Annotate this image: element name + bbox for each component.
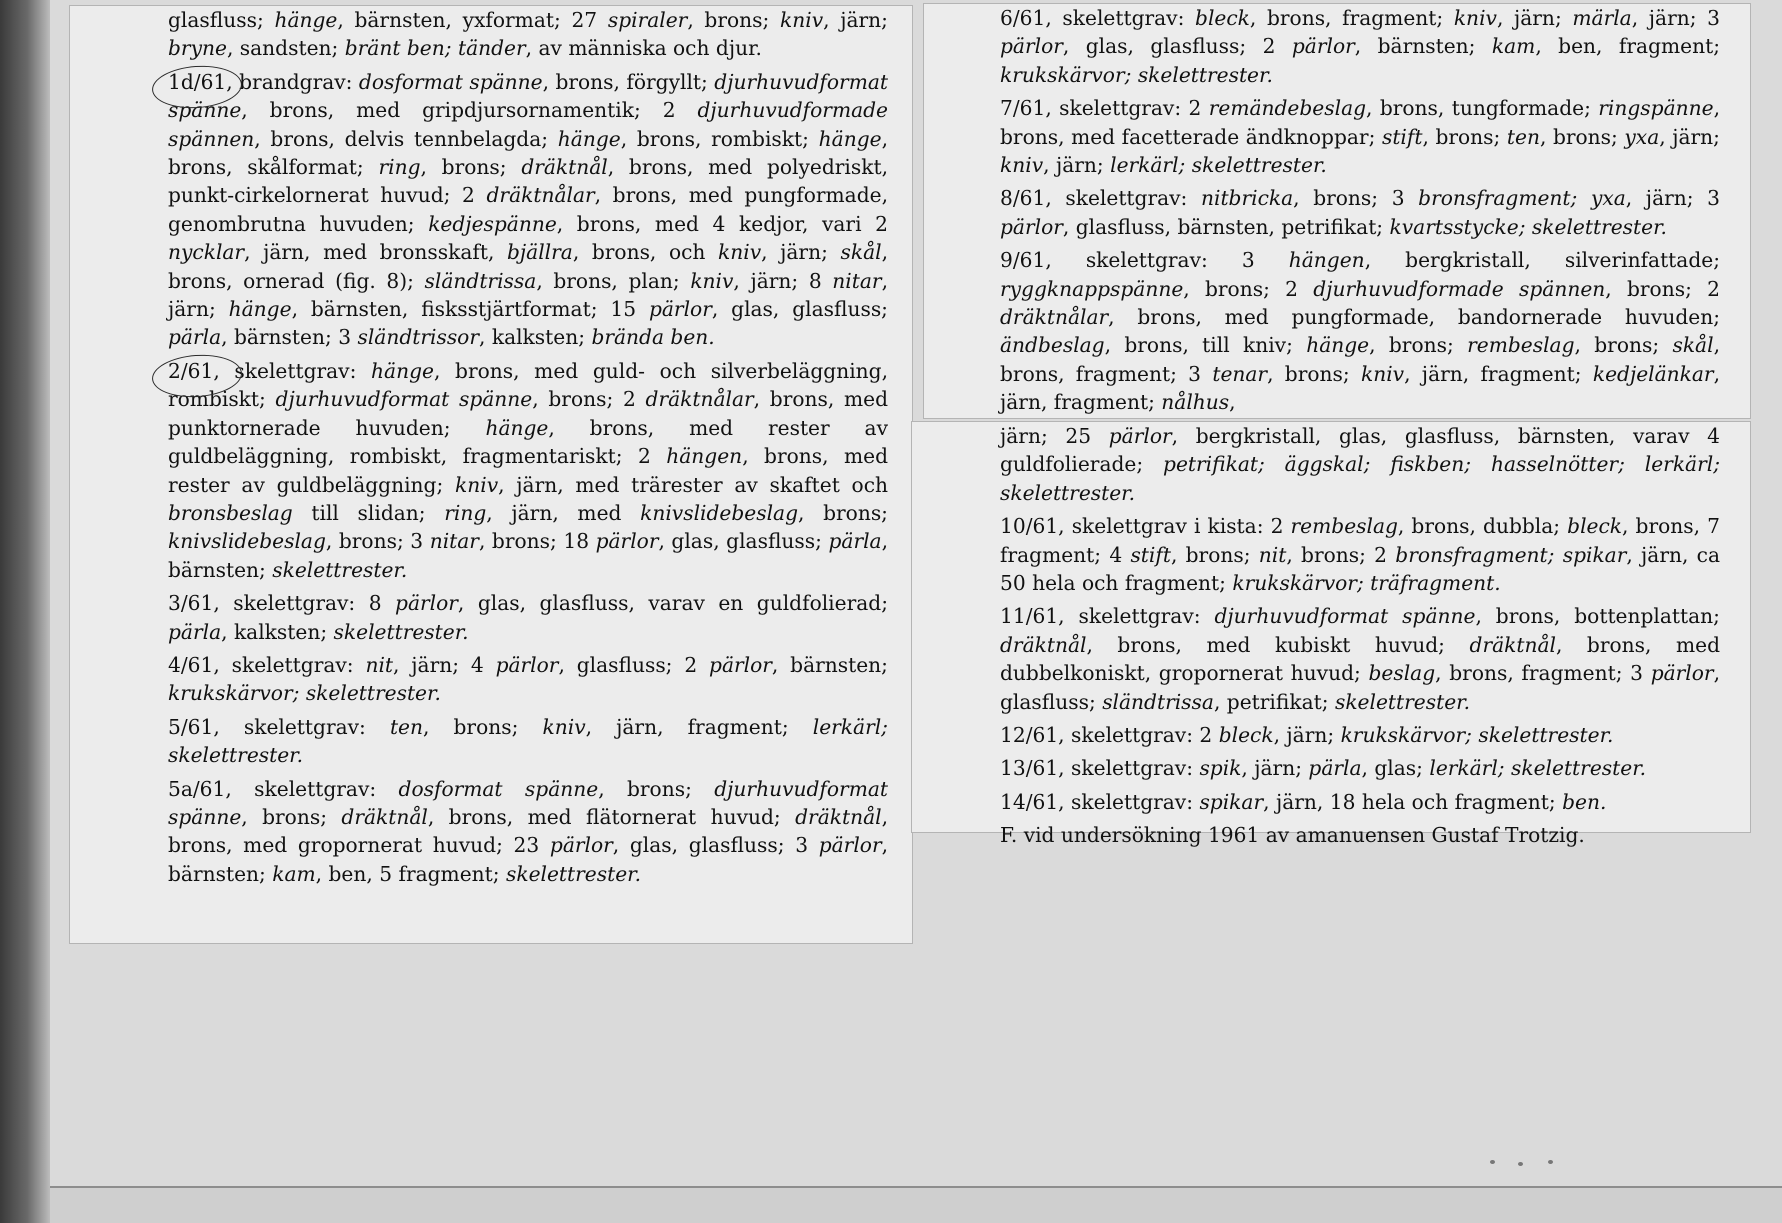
- catalogue-entry-9-61-cont: [1000, 422, 1720, 507]
- artifact-term: bronsbeslag: [168, 500, 293, 525]
- artifact-term: pärlor: [1291, 34, 1355, 59]
- entry-text: , brons, fragment;: [1249, 6, 1454, 30]
- artifact-term: kedjespänne: [428, 211, 557, 236]
- entry-text: , brons;: [423, 714, 543, 739]
- entry-text: skelettgrav:: [1064, 756, 1200, 781]
- artifact-term: rembeslag: [1467, 333, 1575, 358]
- artifact-term: dräktnål: [795, 804, 882, 829]
- entry-text: , bärnsten;: [771, 652, 888, 677]
- artifact-term: kniv: [542, 714, 586, 739]
- entry-text: , brons, med punktornerade huvuden;: [168, 387, 889, 440]
- catalogue-entry-footer: [1000, 821, 1720, 849]
- artifact-term: bleck: [1218, 723, 1274, 748]
- entry-text: järn; 25: [1000, 424, 1109, 448]
- entry-text: , brons, delvis tennbelagda;: [254, 126, 558, 151]
- grave-number: 6/61,: [1000, 6, 1052, 30]
- entry-text: , järn;: [1273, 723, 1341, 748]
- entry-text: , brons, med rester av guldbeläggning;: [168, 444, 888, 497]
- artifact-term: skelettrester.: [333, 619, 469, 644]
- catalogue-entry-cont-0: [168, 6, 888, 63]
- artifact-term: dräktnål: [521, 155, 608, 180]
- text-column-right-top: [1000, 4, 1720, 417]
- entry-text: glasfluss;: [168, 8, 275, 32]
- entry-text: , järn, med bronsskaft,: [244, 240, 507, 265]
- artifact-term: nit: [365, 652, 394, 677]
- artifact-term: petrifikat; äggskal; fiskben; hasselnötter; lerkärl; skelettrester.: [1000, 452, 1720, 505]
- catalogue-entry-13-61: [1000, 754, 1720, 782]
- entry-text: , brons; 2: [1605, 276, 1720, 301]
- entry-text: , brons, skålformat;: [168, 126, 888, 180]
- artifact-term: brända ben.: [591, 325, 715, 350]
- artifact-term: kvartsstycke; skelettrester.: [1389, 214, 1667, 239]
- artifact-term: djurhuvudformade spännen: [168, 98, 888, 151]
- entry-text: , glas, glasfluss;: [711, 297, 888, 322]
- artifact-term: bränt ben; tänder: [344, 36, 526, 61]
- entry-text: , brons; 2: [1183, 276, 1314, 301]
- entry-text: , järn, 18 hela och fragment;: [1263, 789, 1563, 814]
- artifact-term: dräktnålar: [1000, 305, 1109, 330]
- artifact-term: ring: [378, 155, 421, 180]
- entry-text: , järn; 4: [393, 652, 496, 677]
- grave-number: 4/61,: [168, 652, 220, 677]
- artifact-term: sländtrissa: [1102, 689, 1214, 714]
- artifact-term: pärlor: [818, 833, 882, 858]
- artifact-term: pärlor: [549, 833, 613, 858]
- entry-text: , petrifikat;: [1213, 689, 1335, 714]
- entry-text: , brons, med pungformade, genombrutna huvuden;: [168, 183, 888, 236]
- artifact-term: remändebeslag: [1208, 96, 1367, 121]
- artifact-term: tenar: [1212, 361, 1268, 386]
- entry-text: skelettgrav:: [1064, 789, 1200, 814]
- entry-text: , brons; 2: [1286, 542, 1396, 567]
- entry-text: , bärnsten, fisksstjärtformat; 15: [291, 297, 649, 322]
- artifact-term: nitbricka: [1200, 186, 1294, 211]
- entry-text: , järn, med: [486, 500, 641, 525]
- entry-text: , järn, fragment;: [585, 714, 813, 739]
- artifact-term: beslag: [1368, 661, 1436, 686]
- catalogue-entry-8-61: [1000, 184, 1720, 241]
- artifact-term: nycklar: [168, 240, 245, 265]
- grave-number: 5a/61,: [168, 776, 232, 801]
- text-column-left: [168, 6, 888, 888]
- catalogue-entry-14-61: [1000, 788, 1720, 816]
- artifact-term: rembeslag: [1290, 514, 1398, 539]
- entry-text: , järn; 3: [1625, 186, 1721, 211]
- grave-number: 5/61,: [168, 714, 220, 739]
- entry-text: , brons, med kubiskt huvud;: [1086, 632, 1470, 657]
- artifact-term: stift: [1130, 542, 1171, 567]
- artifact-term: ändbeslag: [1000, 333, 1105, 358]
- entry-text: , brons;: [1170, 542, 1259, 567]
- artifact-term: pärla: [168, 325, 222, 350]
- artifact-term: dräktnål: [1469, 632, 1556, 657]
- entry-text: , bärnsten; 3: [221, 325, 358, 350]
- catalogue-entry-11-61: [1000, 602, 1720, 716]
- entry-text: , brons, med flätornerat huvud;: [427, 804, 796, 829]
- entry-text: skelettgrav:: [1051, 6, 1196, 30]
- entry-text: , järn, med trärester av skaftet och: [498, 472, 889, 497]
- entry-text: , kalksten;: [479, 325, 592, 350]
- artifact-term: hänge: [557, 126, 621, 151]
- grave-number: 1d/61,: [168, 69, 233, 94]
- artifact-term: ryggknappspänne: [1000, 276, 1184, 301]
- entry-text: skelettgrav: 2: [1051, 96, 1209, 121]
- entry-text: , brons, med dubbelkoniskt, gropornerat huvud;: [1000, 632, 1720, 686]
- entry-text: , järn, ca 50 hela och fragment;: [1000, 542, 1721, 596]
- catalogue-entry-6-61: [1000, 4, 1720, 89]
- clipping-right-top: [924, 4, 1750, 418]
- catalogue-entry-4-61: [168, 651, 888, 708]
- artifact-term: pärlor: [1000, 214, 1063, 239]
- text-column-right-bottom: [1000, 422, 1720, 850]
- stray-mark: [1548, 1160, 1553, 1164]
- artifact-term: hängen: [666, 444, 743, 469]
- artifact-term: djurhuvudformat spänne: [168, 69, 888, 123]
- entry-text: , järn, fragment;: [1000, 361, 1720, 415]
- clipping-left: [70, 6, 912, 943]
- artifact-term: hängen: [1288, 248, 1365, 273]
- entry-text: , brons;: [1369, 333, 1468, 358]
- entry-text: , järn;: [168, 268, 888, 322]
- entry-text: , brons, tungformade;: [1366, 96, 1599, 121]
- artifact-term: skelettrester.: [505, 861, 642, 886]
- entry-text: skelettgrav:: [1064, 604, 1215, 629]
- entry-text: , ben, fragment;: [1535, 34, 1720, 59]
- entry-text: , brons, fragment; 3: [1000, 333, 1720, 386]
- catalogue-entry-1d-61: [168, 68, 888, 352]
- grave-number: 7/61,: [1000, 96, 1052, 121]
- artifact-term: pärlor: [495, 652, 559, 677]
- artifact-term: krukskärvor; skelettrester.: [1000, 62, 1273, 87]
- artifact-term: hänge: [228, 297, 292, 322]
- grave-number: 14/61,: [1000, 789, 1065, 814]
- entry-text: till slidan;: [292, 500, 445, 525]
- scan-edge: [0, 0, 50, 1223]
- entry-text: skelettgrav: 8: [219, 591, 396, 616]
- artifact-term: pärla: [1308, 756, 1362, 781]
- entry-text: skelettgrav:: [1051, 186, 1201, 211]
- artifact-term: krukskärvor; skelettrester.: [1340, 723, 1614, 748]
- entry-text: , brons, med 4 kedjor, vari 2: [556, 211, 888, 236]
- entry-text: skelettgrav:: [219, 714, 390, 739]
- entry-text: , brons, med rester av guldbeläggning, rombiskt, fragmentariskt; 2: [168, 415, 888, 469]
- entry-text: , brons, till kniv;: [1104, 333, 1307, 358]
- artifact-term: pärlor: [709, 652, 772, 677]
- entry-text: skelettgrav:: [219, 652, 366, 677]
- stray-mark: [1518, 1162, 1523, 1166]
- artifact-term: krukskärvor; skelettrester.: [168, 681, 441, 706]
- entry-text: , brons, 7 fragment; 4: [1000, 514, 1720, 567]
- entry-text: , glas, glasfluss; 3: [612, 833, 819, 858]
- artifact-term: hänge: [818, 126, 882, 151]
- catalogue-entry-9-61: [1000, 246, 1720, 416]
- entry-text: skelettgrav:: [219, 358, 372, 383]
- artifact-term: lerkärl; skelettrester.: [1110, 153, 1327, 178]
- entry-text: , sandsten;: [226, 36, 345, 61]
- artifact-term: nitar: [429, 529, 479, 554]
- artifact-term: spiraler: [607, 8, 688, 32]
- catalogue-entry-2-61: [168, 357, 888, 584]
- entry-text: , brons, fragment; 3: [1435, 661, 1651, 686]
- entry-text: , brons; 18: [478, 529, 596, 554]
- entry-text: , ben, 5 fragment;: [315, 861, 506, 886]
- entry-text: , brons, med gropornerat huvud; 23: [168, 804, 888, 858]
- entry-text: , järn;: [1043, 153, 1111, 178]
- entry-text: , bärnsten;: [168, 529, 889, 582]
- artifact-term: krukskärvor; träfragment.: [1232, 571, 1501, 596]
- entry-text: , brons, dubbla;: [1397, 514, 1568, 539]
- entry-text: , brons, med pungformade, bandornerade huvuden;: [1108, 305, 1720, 330]
- entry-text: , glasfluss;: [1000, 661, 1720, 714]
- entry-text: skelettgrav: 3: [1051, 248, 1289, 273]
- artifact-term: nålhus: [1161, 390, 1230, 415]
- entry-text: , glasfluss, bärnsten, petrifikat;: [1062, 214, 1390, 239]
- entry-text: , bergkristall, glas, glasfluss, bärnsten, varav 4 guldfolierade;: [1000, 424, 1720, 477]
- artifact-term: knivslidebeslag: [168, 529, 326, 554]
- artifact-term: dosformat spänne: [358, 69, 543, 94]
- grave-number: 11/61,: [1000, 604, 1065, 629]
- artifact-term: kniv: [455, 472, 499, 497]
- artifact-term: kniv: [718, 240, 762, 265]
- catalogue-entry-10-61: [1000, 512, 1720, 597]
- artifact-term: nitar: [832, 268, 882, 293]
- artifact-term: bjällra: [507, 240, 573, 265]
- artifact-term: kniv: [1360, 361, 1405, 386]
- entry-text: , järn;: [1496, 6, 1573, 30]
- artifact-term: lerkärl; skelettrester.: [1429, 756, 1647, 781]
- artifact-term: yxa: [1624, 124, 1660, 149]
- entry-text: , brons;: [420, 155, 522, 180]
- artifact-term: djurhuvudformade spännen: [1313, 276, 1606, 301]
- artifact-term: hänge: [371, 358, 434, 383]
- artifact-term: lerkärl; skelettrester.: [168, 714, 888, 768]
- artifact-term: djurhuvudformat spänne: [1214, 604, 1476, 629]
- artifact-term: stift: [1381, 124, 1423, 149]
- entry-text: , brons, rombiskt;: [620, 126, 819, 151]
- artifact-term: djurhuvudformat spänne: [168, 776, 888, 829]
- artifact-term: ben.: [1562, 789, 1607, 814]
- entry-text: , brons, med guld- och silverbeläggning, rombiskt;: [168, 358, 888, 412]
- grave-number: 8/61,: [1000, 186, 1052, 211]
- artifact-term: bronsfragment; yxa: [1418, 186, 1626, 211]
- artifact-term: kniv: [1453, 6, 1497, 30]
- entry-text: , brons;: [241, 804, 342, 829]
- entry-text: , järn;: [823, 8, 888, 32]
- artifact-term: bronsfragment; spikar: [1395, 542, 1627, 567]
- artifact-term: pärlor: [1108, 424, 1172, 448]
- entry-text: , glas, glasfluss, varav en guldfolierad;: [457, 591, 888, 616]
- artifact-term: ring: [444, 500, 487, 525]
- entry-text: , kalksten;: [221, 619, 334, 644]
- artifact-term: kniv: [690, 268, 734, 293]
- catalogue-entry-5-61: [168, 713, 888, 770]
- catalogue-entry-12-61: [1000, 721, 1720, 749]
- artifact-term: dosformat spänne: [398, 776, 599, 801]
- entry-text: skelettgrav: 2: [1064, 723, 1219, 748]
- entry-text: , järn, fragment;: [1404, 361, 1593, 386]
- artifact-term: sländtrissor: [357, 325, 479, 350]
- artifact-term: kedjelänkar: [1592, 361, 1714, 386]
- artifact-term: kam: [1491, 34, 1536, 59]
- entry-text: , brons, med facetterade ändknoppar;: [1000, 96, 1720, 149]
- entry-text: , glas;: [1361, 756, 1430, 781]
- entry-text: , av människa och djur.: [525, 36, 762, 61]
- entry-text: skelettgrav:: [231, 776, 399, 801]
- artifact-term: skål: [840, 240, 882, 265]
- entry-text: , brons;: [1539, 124, 1625, 149]
- artifact-term: kam: [272, 861, 316, 886]
- artifact-term: bleck: [1195, 6, 1250, 30]
- artifact-term: bryne: [168, 36, 227, 61]
- entry-text: , järn; 8: [733, 268, 833, 293]
- artifact-term: märla: [1572, 6, 1632, 30]
- entry-text: , brons;: [1574, 333, 1673, 358]
- catalogue-entry-3-61: [168, 589, 888, 646]
- entry-text: , järn; 3: [1631, 6, 1721, 30]
- artifact-term: pärla: [828, 529, 882, 554]
- catalogue-entry-5a-61: [168, 775, 888, 889]
- entry-text: , brons;: [687, 8, 781, 32]
- grave-number: 9/61,: [1000, 248, 1052, 273]
- artifact-term: pärlor: [595, 529, 659, 554]
- artifact-term: dräktnål: [341, 804, 428, 829]
- artifact-term: pärla: [168, 619, 222, 644]
- artifact-term: dräktnålar: [486, 183, 595, 208]
- clipping-right-bottom: [912, 422, 1750, 848]
- artifact-term: ten: [1506, 124, 1540, 149]
- entry-text: , brons, plan;: [536, 268, 691, 293]
- entry-text: , järn;: [1241, 756, 1309, 781]
- entry-text: , glas, glasfluss;: [658, 529, 829, 554]
- entry-text: , bärnsten, yxformat; 27: [337, 8, 608, 32]
- artifact-term: spikar: [1199, 789, 1264, 814]
- artifact-term: knivslidebeslag: [640, 500, 798, 525]
- entry-text: skelettgrav i kista: 2: [1064, 514, 1291, 539]
- artifact-term: djurhuvudformat spänne: [275, 387, 533, 412]
- entry-text: , bärnsten;: [168, 833, 889, 886]
- entry-text: , brons, bottenplattan;: [1475, 604, 1720, 629]
- entry-text: , brons, förgyllt;: [542, 69, 715, 94]
- artifact-term: sländtrissa: [424, 268, 537, 293]
- entry-text: , järn;: [1659, 124, 1720, 149]
- artifact-term: bleck: [1567, 514, 1623, 539]
- catalogue-entry-7-61: [1000, 94, 1720, 179]
- entry-text: , brons;: [1267, 361, 1361, 386]
- artifact-term: ringspänne: [1598, 96, 1714, 121]
- entry-text: brandgrav:: [232, 69, 359, 94]
- entry-text: , brons, och: [572, 240, 719, 265]
- entry-text: , brons; 2: [532, 387, 646, 412]
- artifact-term: dräktnålar: [645, 387, 754, 412]
- artifact-term: hänge: [1306, 333, 1370, 358]
- entry-text: , brons, ornerad (fig. 8);: [168, 240, 889, 293]
- artifact-term: skål: [1672, 333, 1714, 358]
- entry-text: , brons;: [798, 500, 888, 525]
- artifact-term: dräktnål: [1000, 632, 1087, 657]
- card-bottom-strip: [50, 1188, 1782, 1223]
- entry-text: , brons; 3: [325, 529, 430, 554]
- grave-number: 2/61,: [168, 358, 220, 383]
- artifact-term: hänge: [485, 415, 549, 440]
- artifact-term: kniv: [1000, 153, 1044, 178]
- grave-number: 12/61,: [1000, 723, 1065, 748]
- entry-text: , bärnsten;: [1354, 34, 1492, 59]
- entry-text: , brons, med gripdjursornamentik; 2: [241, 98, 698, 123]
- artifact-term: kniv: [780, 8, 824, 32]
- stray-mark: [1490, 1160, 1495, 1164]
- entry-text: , glas, glasfluss; 2: [1062, 34, 1292, 59]
- entry-text: , bergkristall, silverinfattade;: [1364, 248, 1721, 273]
- grave-number: 10/61,: [1000, 514, 1065, 539]
- entry-text: , glasfluss; 2: [558, 652, 710, 677]
- grave-number: 3/61,: [168, 591, 220, 616]
- entry-text: F. vid undersökning 1961 av amanuensen Gustaf Trotzig.: [1000, 823, 1585, 848]
- artifact-term: pärlor: [1000, 34, 1063, 59]
- entry-text: , brons, med polyedriskt, punkt-cirkelornerat huvud; 2: [168, 155, 888, 208]
- artifact-term: skelettrester.: [1334, 689, 1470, 714]
- entry-text: , brons;: [1422, 124, 1507, 149]
- artifact-term: skelettrester.: [272, 557, 408, 582]
- entry-text: , brons;: [598, 776, 715, 801]
- entry-text: , brons; 3: [1293, 186, 1419, 211]
- artifact-term: pärlor: [1650, 661, 1714, 686]
- artifact-term: ten: [389, 714, 423, 739]
- artifact-term: nit: [1258, 542, 1287, 567]
- artifact-term: pärlor: [395, 591, 458, 616]
- entry-text: , järn;: [761, 240, 841, 265]
- artifact-term: spik: [1199, 756, 1242, 781]
- artifact-term: pärlor: [648, 297, 712, 322]
- entry-text: ,: [1229, 390, 1236, 415]
- grave-number: 13/61,: [1000, 756, 1065, 781]
- artifact-term: hänge: [274, 8, 338, 32]
